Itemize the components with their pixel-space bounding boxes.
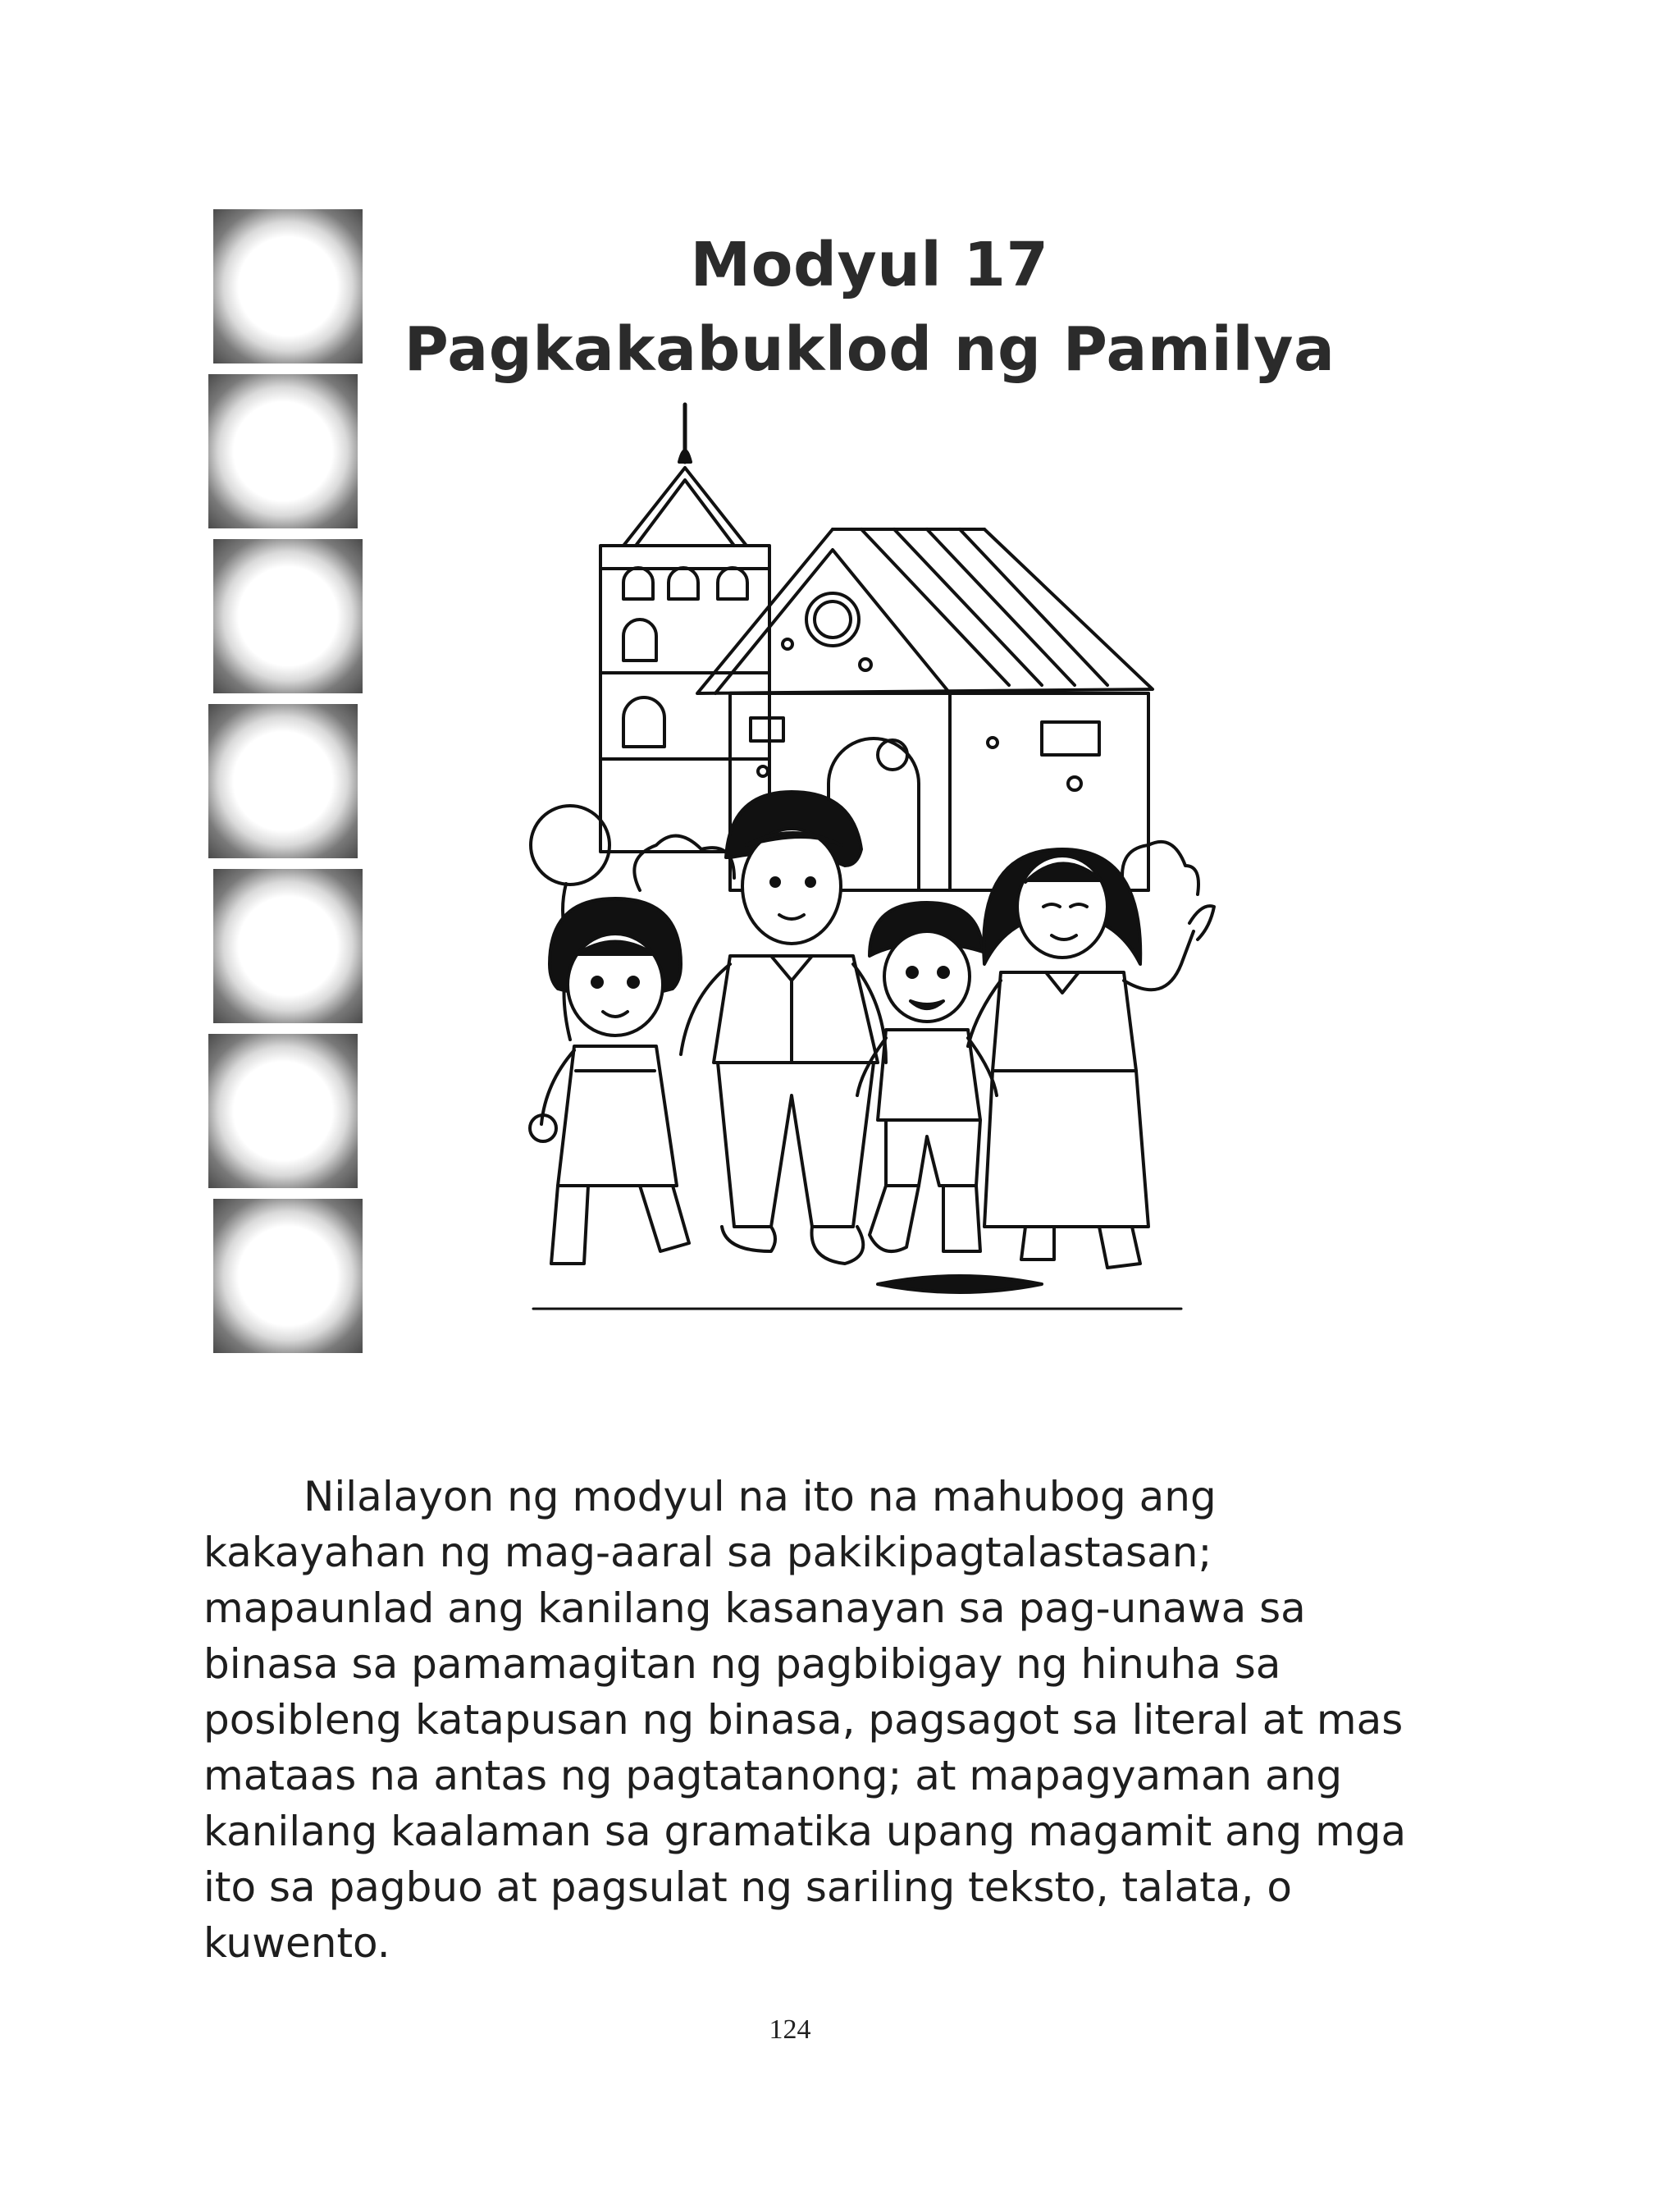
bush-right [1122,842,1198,894]
module-label: Modyul 17 [690,230,1049,300]
father-figure [681,792,886,1264]
page-number: 124 [769,2014,811,2045]
bush-left [634,836,734,890]
girl-figure [530,898,689,1264]
film-strip-decoration [212,209,361,1364]
module-objective-paragraph [203,1469,1434,1971]
film-frame-decoration [208,1034,358,1188]
family-church-illustration-icon [500,398,1222,1313]
film-frame-decoration [213,209,363,363]
film-frame-decoration [213,869,363,1023]
objective-text: Nilalayon ng modyul na ito na mahubog ang kakayahan ng mag-aaral sa pakikipagtalastasan; mapaunlad ang kanilang kasanayan sa pag-unawa sa binasa sa pamamagitan ng pagbibigay ng hinuha sa posibleng katapusan ng binasa, pagsagot sa literal at mas mataas na antas ng pagtatanong; at mapagyaman ang kanilang kaalaman sa gramatika upang magamit ang mga ito sa pagbuo at pagsulat ng sariling teksto, talata, o kuwento. [203,1473,1407,1967]
ground-shadow [878,1276,1042,1292]
bell-tower [600,405,769,852]
film-frame-decoration [208,374,358,528]
film-frame-decoration [213,1199,363,1353]
boy-figure [857,903,997,1251]
film-frame-decoration [208,704,358,858]
module-title: Pagkakabuklod ng Pamilya [404,314,1335,385]
film-frame-decoration [213,539,363,693]
mother-figure [968,849,1214,1268]
